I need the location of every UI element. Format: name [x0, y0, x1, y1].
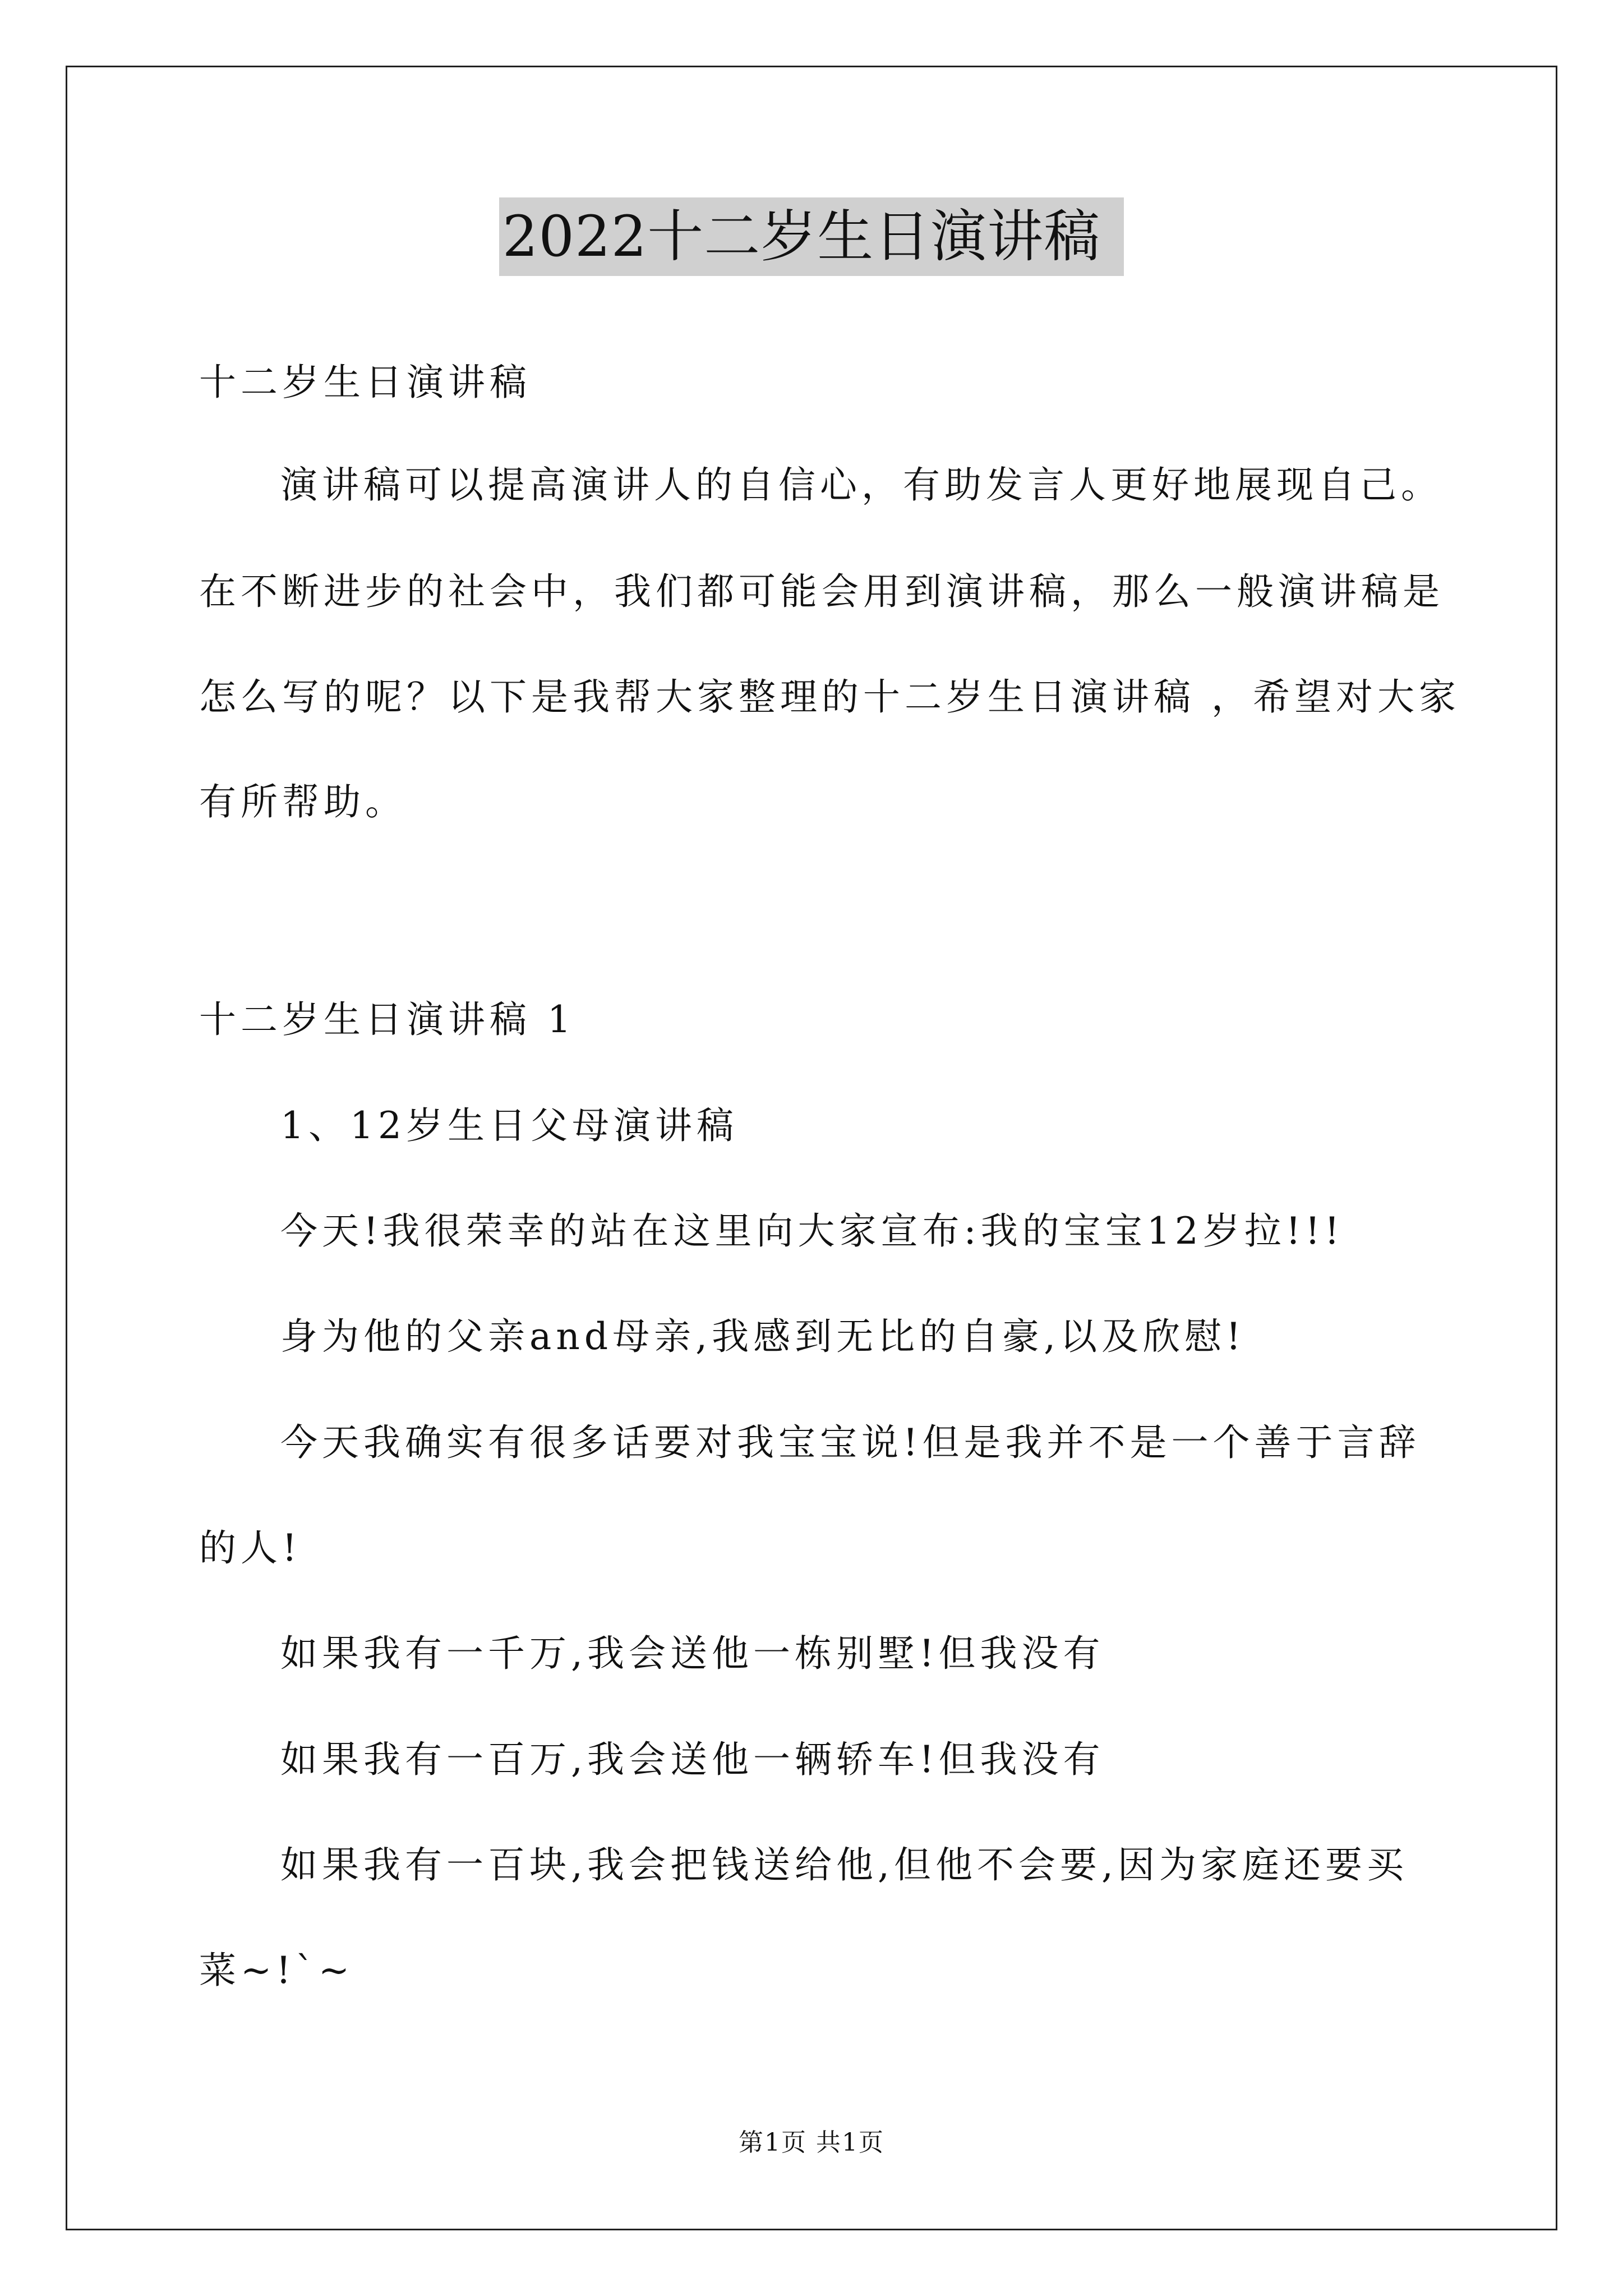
paragraph-line: 在不断进步的社会中，我们都可能会用到演讲稿，那么一般演讲稿是 — [199, 570, 1444, 613]
paragraph-line: 如果我有一百块,我会把钱送给他,但他不会要,因为家庭还要买 — [280, 1843, 1408, 1887]
title-container — [0, 197, 1623, 276]
subtitle-line: 十二岁生日演讲稿 — [199, 361, 531, 404]
paragraph-line: 身为他的父亲and母亲,我感到无比的自豪,以及欣慰! — [280, 1315, 1246, 1358]
paragraph-line: 演讲稿可以提高演讲人的自信心，有助发言人更好地展现自己。 — [280, 463, 1442, 507]
paragraph-line: 怎么写的呢？以下是我帮大家整理的十二岁生日演讲稿 ，希望对大家 — [199, 675, 1460, 719]
paragraph-line: 的人! — [199, 1526, 302, 1570]
paragraph-line: 今天!我很荣幸的站在这里向大家宣布:我的宝宝12岁拉!!! — [280, 1209, 1344, 1253]
page-footer: 第1页 共1页 — [739, 2128, 884, 2157]
document-title: 2022十二岁生日演讲稿 — [499, 197, 1124, 276]
paragraph-line: 有所帮助。 — [199, 780, 407, 823]
paragraph-line: 菜~!`~ — [199, 1949, 354, 1992]
paragraph-line: 如果我有一百万,我会送他一辆轿车!但我没有 — [280, 1738, 1105, 1781]
subsection-heading: 1、12岁生日父母演讲稿 — [280, 1104, 738, 1147]
paragraph-line: 今天我确实有很多话要对我宝宝说!但是我并不是一个善于言辞 — [280, 1421, 1421, 1464]
paragraph-line: 如果我有一千万,我会送他一栋别墅!但我没有 — [280, 1632, 1105, 1675]
section-heading: 十二岁生日演讲稿 1 — [199, 998, 575, 1041]
